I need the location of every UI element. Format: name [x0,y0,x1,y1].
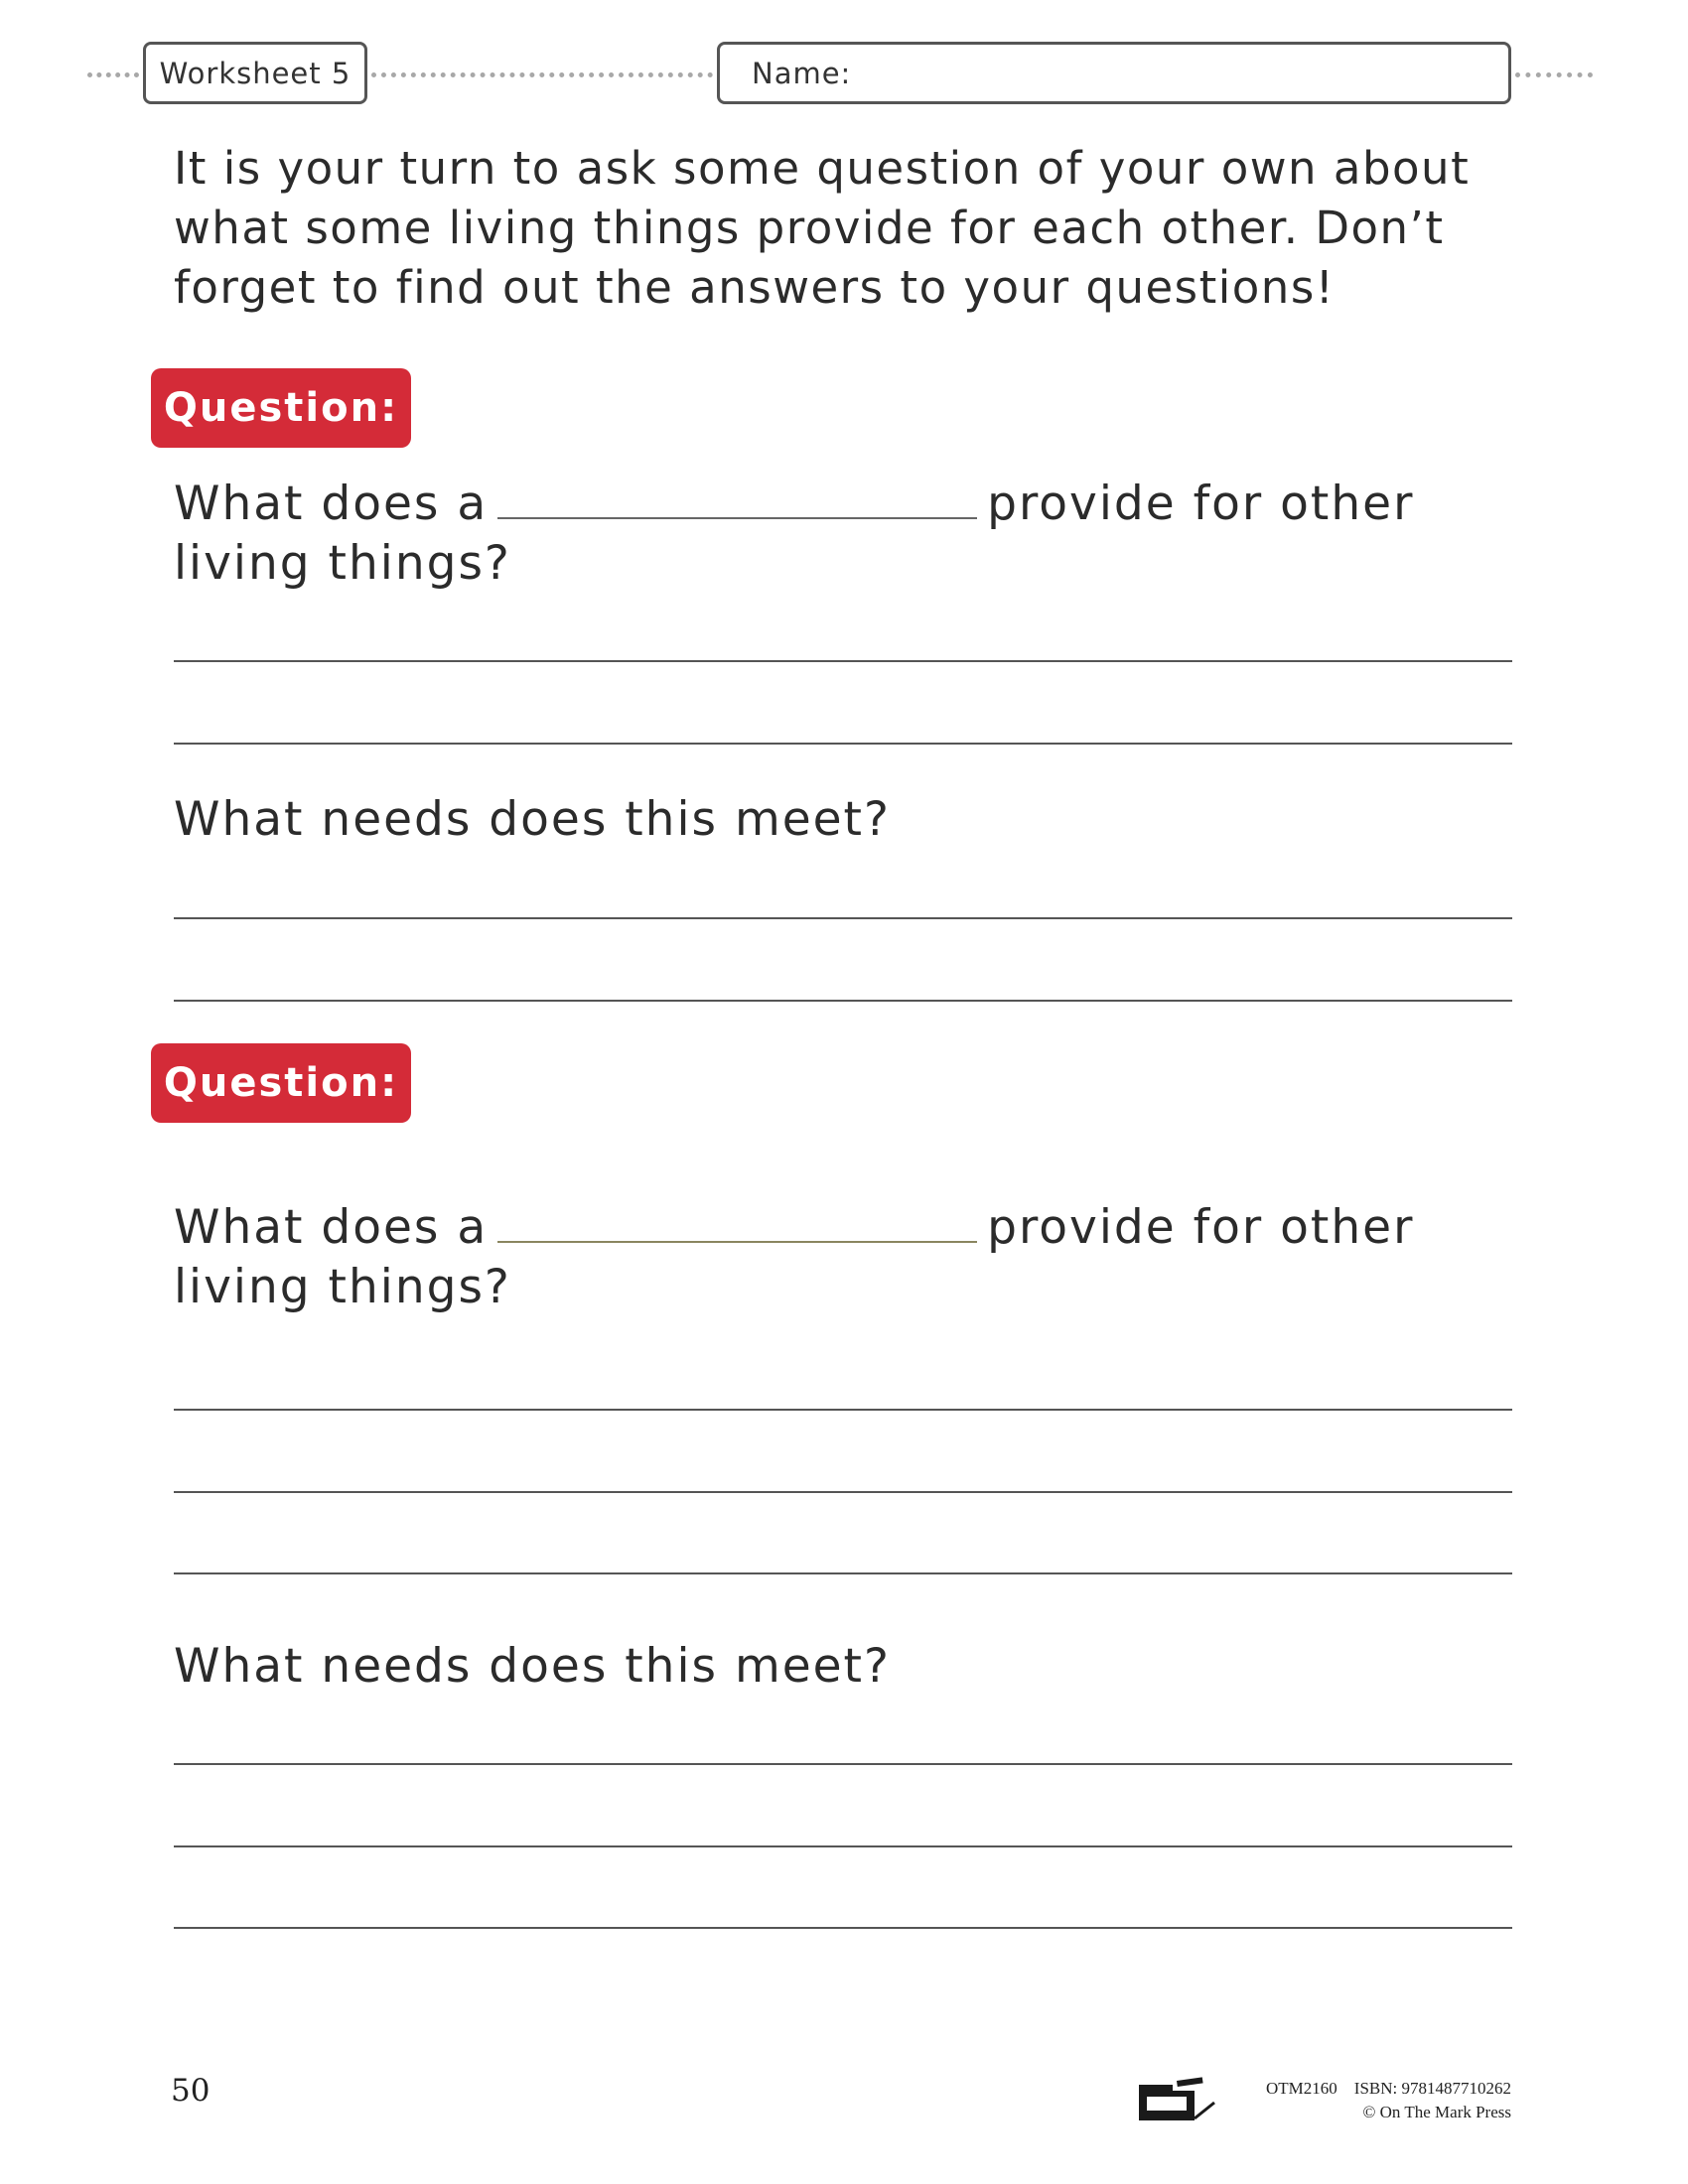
answer-line[interactable] [174,1927,1512,1929]
intro-paragraph: It is your turn to ask some question of your own about what some living things provide for each other. Don’t forget to find out the answers to your questions! [174,142,1471,314]
isbn: ISBN: 9781487710262 [1353,2079,1511,2098]
answer-line[interactable] [174,660,1512,662]
header-dots-left [87,72,139,77]
worksheet-label-text: Worksheet 5 [159,56,352,90]
question-prompt-1 [174,475,1524,594]
product-code-line [1231,2079,1511,2099]
publisher-logo-icon [1137,2075,1218,2124]
prompt-start: What does a [174,477,489,531]
answer-line[interactable] [174,1845,1512,1847]
prompt-end: provide for other living things? [174,477,1415,591]
prompt-end: provide for other living things? [174,1200,1415,1314]
answer-line[interactable] [174,1000,1512,1002]
followup-question-2: What needs does this meet? [174,1639,891,1694]
fill-in-blank-2[interactable] [497,1201,977,1243]
name-label: Name: [752,56,852,90]
header-dots-middle [371,72,713,77]
fill-in-blank-1[interactable] [497,478,977,519]
worksheet-label [143,42,367,104]
question-badge-2: Question: [151,1043,411,1123]
copyright: © On The Mark Press [1362,2103,1511,2121]
question-prompt-2 [174,1198,1524,1317]
name-field[interactable] [717,42,1511,104]
prompt-start: What does a [174,1200,489,1255]
question-badge-1: Question: [151,368,411,448]
product-code: OTM2160 [1266,2079,1337,2098]
answer-line[interactable] [174,1572,1512,1574]
page-number: 50 [171,2073,211,2109]
followup-question-1: What needs does this meet? [174,792,891,847]
answer-line[interactable] [174,1763,1512,1765]
answer-line[interactable] [174,1491,1512,1493]
answer-line[interactable] [174,743,1512,745]
answer-line[interactable] [174,917,1512,919]
header-dots-right [1515,72,1593,77]
answer-line[interactable] [174,1409,1512,1411]
